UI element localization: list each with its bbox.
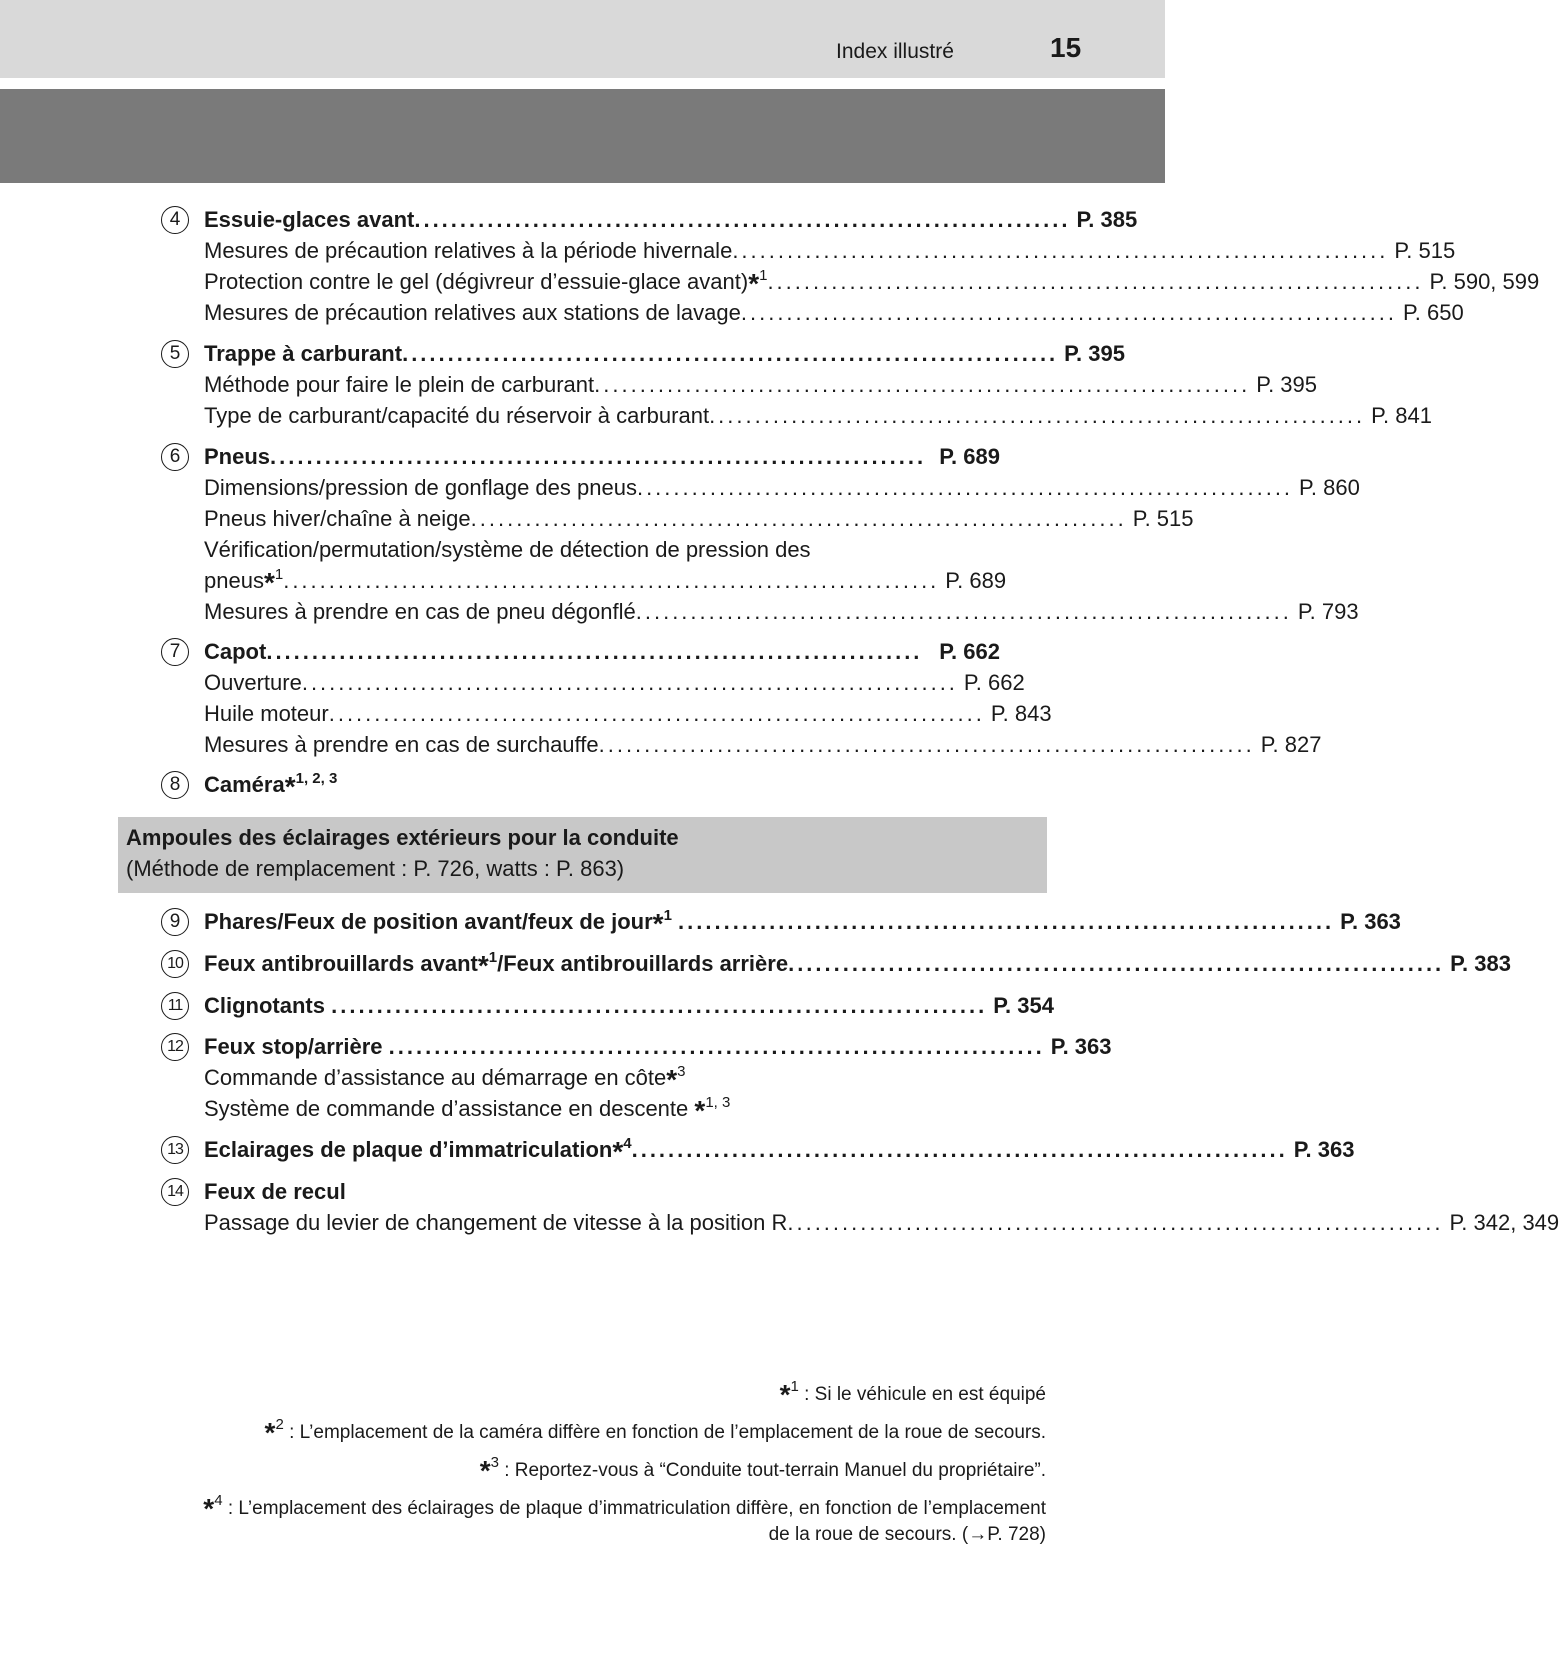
entry-label: Vérification/permutation/système de détection de pression des — [204, 537, 811, 562]
leader-dots: ........................................................................ — [598, 732, 1255, 757]
index-entry — [204, 339, 1125, 369]
entry-label: Feux stop/arrière — [204, 1034, 383, 1059]
item-number: 9 — [161, 908, 189, 936]
entry-page: P. 354 — [993, 993, 1054, 1018]
entry-label: Clignotants — [204, 993, 325, 1018]
entry-page: P. 385 — [1076, 207, 1138, 232]
entry-label: Type de carburant/capacité du réservoir à carburant — [204, 403, 710, 428]
item-number: 11 — [161, 992, 189, 1020]
section-box — [118, 817, 1047, 893]
index-entry — [204, 668, 1025, 698]
entry-page: P. 383 — [1450, 951, 1511, 976]
leader-dots: ........................................................................ — [283, 568, 940, 593]
index-entry — [204, 298, 1464, 328]
entry-page: P. 689 — [939, 444, 1000, 469]
leader-dots: ........................................................................ — [470, 506, 1127, 531]
entry-label: Phares/Feux de position avant/feux de jour*$^1$ — [204, 907, 672, 939]
leader-dots: ........................................................................ — [594, 372, 1251, 397]
entry-page: P. 689 — [945, 568, 1007, 593]
footnote: *$^1$ : Si le véhicule en est équipé — [779, 1378, 1046, 1410]
index-entry — [204, 205, 1138, 235]
entry-page: P. 363 — [1050, 1034, 1112, 1059]
index-entry — [204, 442, 1000, 472]
entry-label: Essuie-glaces avant — [204, 207, 415, 232]
entry-page: P. 395 — [1256, 372, 1318, 397]
leader-dots: ........................................................................ — [270, 444, 927, 469]
header-band — [0, 0, 1165, 78]
index-entry — [204, 991, 1054, 1021]
section-subtitle: (Méthode de remplacement : P. 726, watts : P. 863) — [126, 856, 625, 881]
entry-page: P. 363 — [1293, 1137, 1355, 1162]
leader-dots: ........................................................................ — [709, 403, 1366, 428]
item-number: 10 — [161, 950, 189, 978]
entry-page: P. 843 — [990, 701, 1052, 726]
footnote: *$^2$ : L’emplacement de la caméra diffère en fonction de l’emplacement de la roue de secours. — [264, 1416, 1046, 1448]
leader-dots: ........................................................................ — [788, 951, 1445, 976]
leader-dots: ........................................................................ — [732, 238, 1389, 263]
entry-page: P. 395 — [1064, 341, 1125, 366]
entry-label: Feux antibrouillards avant*$^1$/Feux antibrouillards arrière — [204, 949, 789, 981]
entry-label: Pneus hiver/chaîne à neige — [204, 506, 471, 531]
item-number: 4 — [161, 206, 189, 234]
entry-label: Commande d’assistance au démarrage en côte*$^3$ — [204, 1063, 686, 1095]
entry-page: P. 793 — [1297, 599, 1359, 624]
index-entry — [204, 949, 1511, 981]
entry-label: Protection contre le gel (dégivreur d’essuie-glace avant)*$^1$ — [204, 267, 768, 299]
entry-label: Capot — [204, 639, 267, 664]
index-entry — [204, 1135, 1355, 1167]
header-title: Index illustré — [836, 40, 954, 63]
index-entry — [204, 1032, 1112, 1062]
footnote: *$^3$ : Reportez-vous à “Conduite tout-terrain Manuel du propriétaire”. — [479, 1454, 1046, 1486]
entry-label: Eclairages de plaque d’immatriculation*$^4$ — [204, 1135, 632, 1167]
entry-label: Huile moteur — [204, 701, 329, 726]
entry-page: P. 515 — [1394, 238, 1456, 263]
entry-page: P. 841 — [1371, 403, 1432, 428]
entry-page: P. 363 — [1340, 909, 1401, 934]
item-number: 13 — [161, 1136, 189, 1164]
index-entry — [204, 566, 1007, 598]
entry-page: P. 827 — [1260, 732, 1322, 757]
index-entry — [204, 699, 1052, 729]
entry-label: Feux de recul — [204, 1179, 346, 1204]
header-dark-band — [0, 89, 1165, 183]
index-entry — [204, 504, 1194, 534]
index-entry — [204, 473, 1360, 503]
entry-label: Pneus — [204, 444, 271, 469]
entry-label: Mesures à prendre en cas de surchauffe — [204, 732, 599, 757]
entry-page: P. 662 — [939, 639, 1000, 664]
entry-label: Caméra*$^{1, 2, 3}$ — [204, 770, 338, 802]
item-number: 8 — [161, 771, 189, 799]
entry-page: P. 515 — [1132, 506, 1194, 531]
index-entry — [204, 370, 1318, 400]
index-entry — [204, 637, 1000, 667]
entry-label: Ouverture — [204, 670, 302, 695]
leader-dots: ........................................................................ — [301, 670, 958, 695]
index-entry — [204, 907, 1401, 939]
entry-label: Dimensions/pression de gonflage des pneus — [204, 475, 637, 500]
leader-dots: ........................................................................ — [402, 341, 1059, 366]
entry-label: Mesures de précaution relatives aux stations de lavage — [204, 300, 741, 325]
index-entry — [204, 597, 1359, 627]
entry-label: pneus*$^1$ — [204, 566, 284, 598]
entry-label: Trappe à carburant — [204, 341, 403, 366]
leader-dots: ........................................................................ — [635, 599, 1292, 624]
footnote-continuation: de la roue de secours. (→P. 728) — [768, 1524, 1046, 1545]
page-number: 15 — [1050, 32, 1082, 63]
leader-dots: ........................................................................ — [740, 300, 1397, 325]
leader-dots: ........................................................................ — [787, 1210, 1444, 1235]
section-title: Ampoules des éclairages extérieurs pour la conduite — [126, 825, 679, 850]
entry-label: Mesures à prendre en cas de pneu dégonflé — [204, 599, 636, 624]
item-number: 6 — [161, 443, 189, 471]
item-number: 14 — [161, 1178, 189, 1206]
entry-label: Passage du levier de changement de vitesse à la position R — [204, 1210, 788, 1235]
item-number: 5 — [161, 340, 189, 368]
index-entry — [204, 730, 1322, 760]
leader-dots: ........................................................................ — [388, 1034, 1045, 1059]
entry-page: P. 860 — [1299, 475, 1360, 500]
leader-dots: ........................................................................ — [331, 993, 988, 1018]
entry-label: Système de commande d’assistance en descente *$^{1, 3}$ — [204, 1094, 731, 1126]
leader-dots: ........................................................................ — [636, 475, 1294, 500]
leader-dots: ........................................................................ — [266, 639, 923, 664]
leader-dots: ........................................................................ — [328, 701, 985, 726]
leader-dots: ........................................................................ — [767, 269, 1424, 294]
index-entry — [204, 267, 1540, 299]
item-number: 12 — [161, 1033, 189, 1061]
entry-page: P. 650 — [1402, 300, 1464, 325]
entry-page: P. 590, 599 — [1429, 269, 1540, 294]
index-entry — [204, 401, 1432, 431]
entry-label: Mesures de précaution relatives à la période hivernale — [204, 238, 733, 263]
index-entry — [204, 1208, 1559, 1238]
leader-dots: ........................................................................ — [678, 909, 1335, 934]
entry-page: P. 342, 349 — [1449, 1210, 1559, 1235]
index-entry — [204, 236, 1456, 266]
footnote: *$^4$ : L’emplacement des éclairages de plaque d’immatriculation diffère, en fonction de l’emplacement — [203, 1492, 1046, 1524]
leader-dots: ........................................................................ — [631, 1137, 1288, 1162]
entry-label: Méthode pour faire le plein de carburant — [204, 372, 595, 397]
entry-page: P. 662 — [963, 670, 1025, 695]
item-number: 7 — [161, 638, 189, 666]
leader-dots: ........................................................................ — [414, 207, 1071, 232]
